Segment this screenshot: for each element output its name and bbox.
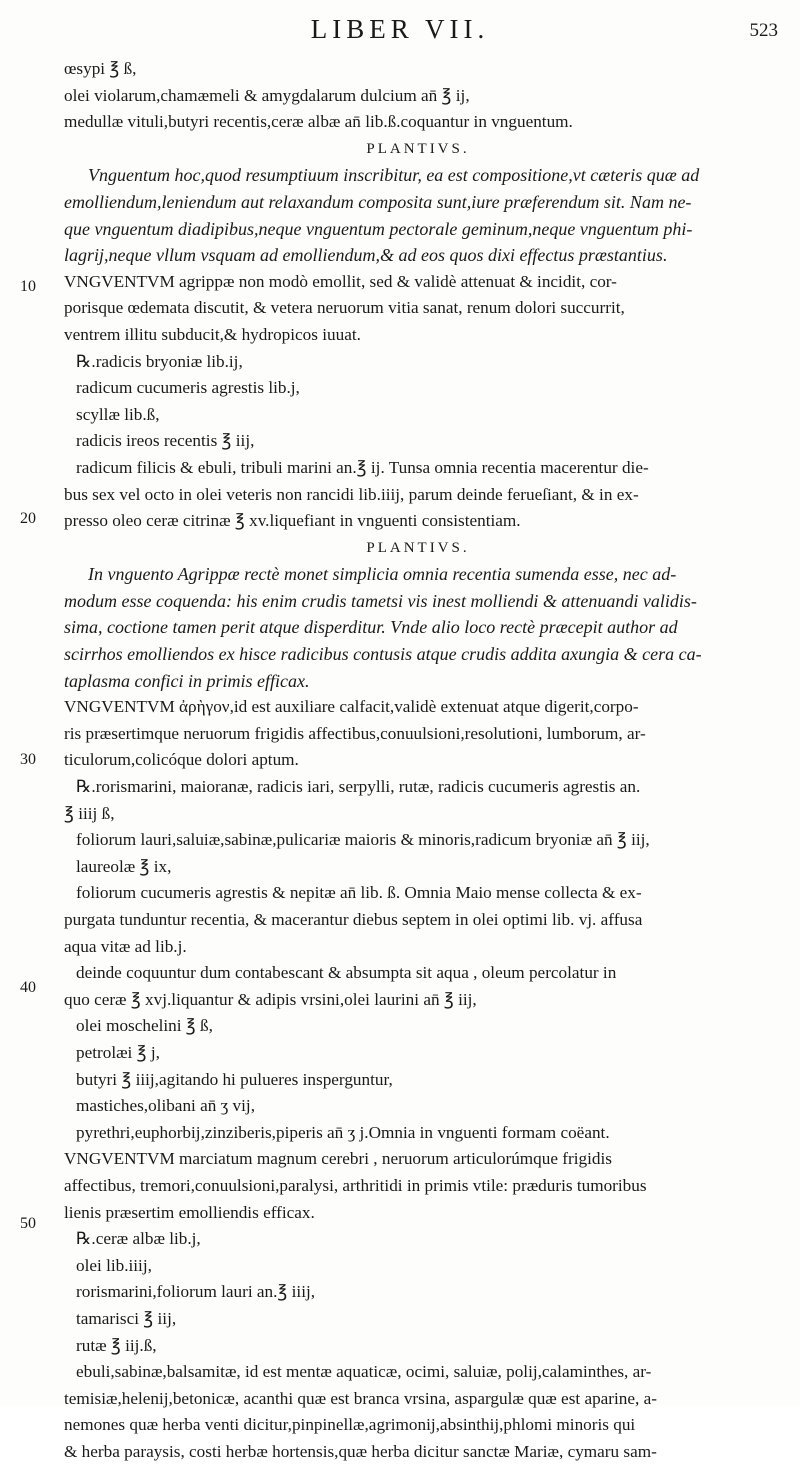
running-title: LIBER VII. [310,14,490,44]
recipe-line: pyrethri,euphorbij,zinziberis,piperis an̄ ʒ j.Omnia in vnguenti formam coëant. [76,1122,610,1142]
text-line: œsypi ℥ ß, [64,59,137,78]
commentary-line: scirrhos emolliendos ex hisce radicibus contusis atque crudis addita axungia & cera ca- [64,644,702,665]
text-line: aqua vitæ ad lib.j. [64,936,187,956]
recipe-line: tamarisci ℥ iij, [76,1308,177,1328]
section-heading: PLANTIVS. [366,140,470,157]
recipe-line: scyllæ lib.ß, [76,404,160,424]
recipe-line: radicis ireos recentis ℥ iij, [76,431,255,451]
text-line: affectibus, tremori,conuulsioni,paralysi, arthritidi in primis vtile: præduris tumoribus [64,1175,647,1195]
recipe-line: olei lib.iiij, [76,1255,152,1275]
text-line: VNGVENTVM marciatum magnum cerebri , neruorum articulorúmque frigidis [64,1149,612,1169]
commentary-line: que vnguentum diadipibus,neque vnguentum pectorale geminum,neque vnguentum phi- [64,218,693,239]
commentary-line: taplasma confici in primis efficax. [64,670,310,691]
recipe-line: rorismarini,foliorum lauri an.℥ iiij, [76,1282,316,1302]
recipe-line: ℞.ceræ albæ lib.j, [76,1229,201,1249]
text-line: ticulorum,colicóque dolori aptum. [64,750,299,770]
text-line: ventrem illitu subducit,& hydropicos iuuat. [64,324,361,344]
text-line: medullæ vituli,butyri recentis,ceræ albæ an̄ lib.ß.coquantur in vnguentum. [64,112,573,132]
commentary-line: emolliendum,leniendum aut relaxandum composita sunt,iure præferendum sit. Nam ne- [64,191,692,212]
commentary-line: In vnguento Agrippæ rectè monet simplicia omnia recentia sumenda esse, nec ad- [88,564,677,585]
text-line: nemones quæ herba venti dicitur,pinpinellæ,agrimonij,absinthij,phlomi minoris qui [64,1415,636,1435]
text-line: purgata tunduntur recentia, & macerantur diebus septem in olei optimi lib. vj. affusa [64,910,643,929]
margin-line-number: 10 [20,278,36,295]
page-number: 523 [749,20,778,41]
recipe-line: ℥ iiij ß, [64,803,115,823]
recipe-line: mastiches,olibani an̄ ʒ vij, [76,1096,255,1116]
text-line: & herba paraysis, costi herbæ hortensis,quæ herba dicitur sanctæ Mariæ, cymaru sam- [64,1441,657,1461]
text-column [64,56,772,1465]
commentary-line: lagrij,neque vllum vsquam ad emolliendum,& ad eos quos dixi effectus præstantius. [64,245,668,266]
text-line: olei violarum,chamæmeli & amygdalarum dulcium an̄ ℥ ij, [64,85,470,105]
recipe-line: foliorum lauri,saluiæ,sabinæ,pulicariæ maioris & minoris,radicum bryoniæ an̄ ℥ iij, [76,830,650,850]
text-line: VNGVENTVM agrippæ non modò emollit, sed & validè attenuat & incidit, cor- [64,271,617,291]
commentary-line: Vnguentum hoc,quod resumptiuum inscribitur, ea est compositione,vt cæteris quæ ad [88,165,700,186]
commentary-line: modum esse coquenda: his enim crudis tametsi vis inest molliendi & attenuandi validis- [64,590,697,611]
recipe-line: petrolæi ℥ j, [76,1042,160,1062]
text-line: quo ceræ ℥ xvj.liquantur & adipis vrsini,olei laurini an̄ ℥ iij, [64,989,477,1009]
recipe-line: laureolæ ℥ ix, [76,856,172,876]
text-line: lienis præsertim emolliendis efficax. [64,1202,315,1222]
running-head [0,8,800,48]
text-line: bus sex vel octo in olei veteris non rancidi lib.iiij, parum deinde ferueſiant, & in ex- [64,484,639,504]
recipe-line: ebuli,sabinæ,balsamitæ, id est mentæ aquaticæ, ocimi, saluiæ, polij,calaminthes, ar- [76,1362,652,1382]
recipe-line: ℞.rorismarini, maioranæ, radicis iari, serpylli, rutæ, radicis cucumeris agrestis an. [76,777,641,797]
margin-line-number: 40 [20,979,36,996]
recipe-line: radicum filicis & ebuli, tribuli marini an.℥ ij. Tunsa omnia recentia macerentur die- [76,457,649,477]
section-heading: PLANTIVS. [366,539,470,556]
recipe-line: butyri ℥ iiij,agitando hi pulueres insperguntur, [76,1069,393,1089]
recipe-line: ℞.radicis bryoniæ lib.ij, [76,351,243,371]
text-line: presso oleo ceræ citrinæ ℥ xv.liquefiant in vnguenti consistentiam. [64,511,521,531]
text-line: temisiæ,helenij,betonicæ, acanthi quæ est branca vrsina, aspargulæ quæ est aparine, a- [64,1388,657,1408]
margin-line-number: 50 [20,1215,36,1232]
recipe-line: foliorum cucumeris agrestis & nepitæ an̄ lib. ß. Omnia Maio mense collecta & ex- [76,883,642,903]
margin-line-number: 20 [20,510,36,527]
commentary-line: sima, coctione tamen perit atque disperditur. Vnde alio loco rectè præcepit author ad [64,617,678,638]
text-line: porisque œdemata discutit, & vetera neruorum vitia sanat, renum dolori succurrit, [64,298,625,318]
recipe-line: olei moschelini ℥ ß, [76,1016,213,1036]
recipe-line: rutæ ℥ iij.ß, [76,1335,157,1355]
text-line: ris præsertimque neruorum frigidis affectibus,conuulsioni,resolutioni, lumborum, ar- [64,723,646,743]
recipe-line: radicum cucumeris agrestis lib.j, [76,378,300,398]
text-line: VNGVENTVM ἀρὴγον,id est auxiliare calfacit,validè extenuat atque digerit,corpo- [64,697,639,717]
margin-line-number: 30 [20,751,36,768]
text-line: deinde coquuntur dum contabescant & absumpta sit aqua , oleum percolatur in [76,963,617,983]
